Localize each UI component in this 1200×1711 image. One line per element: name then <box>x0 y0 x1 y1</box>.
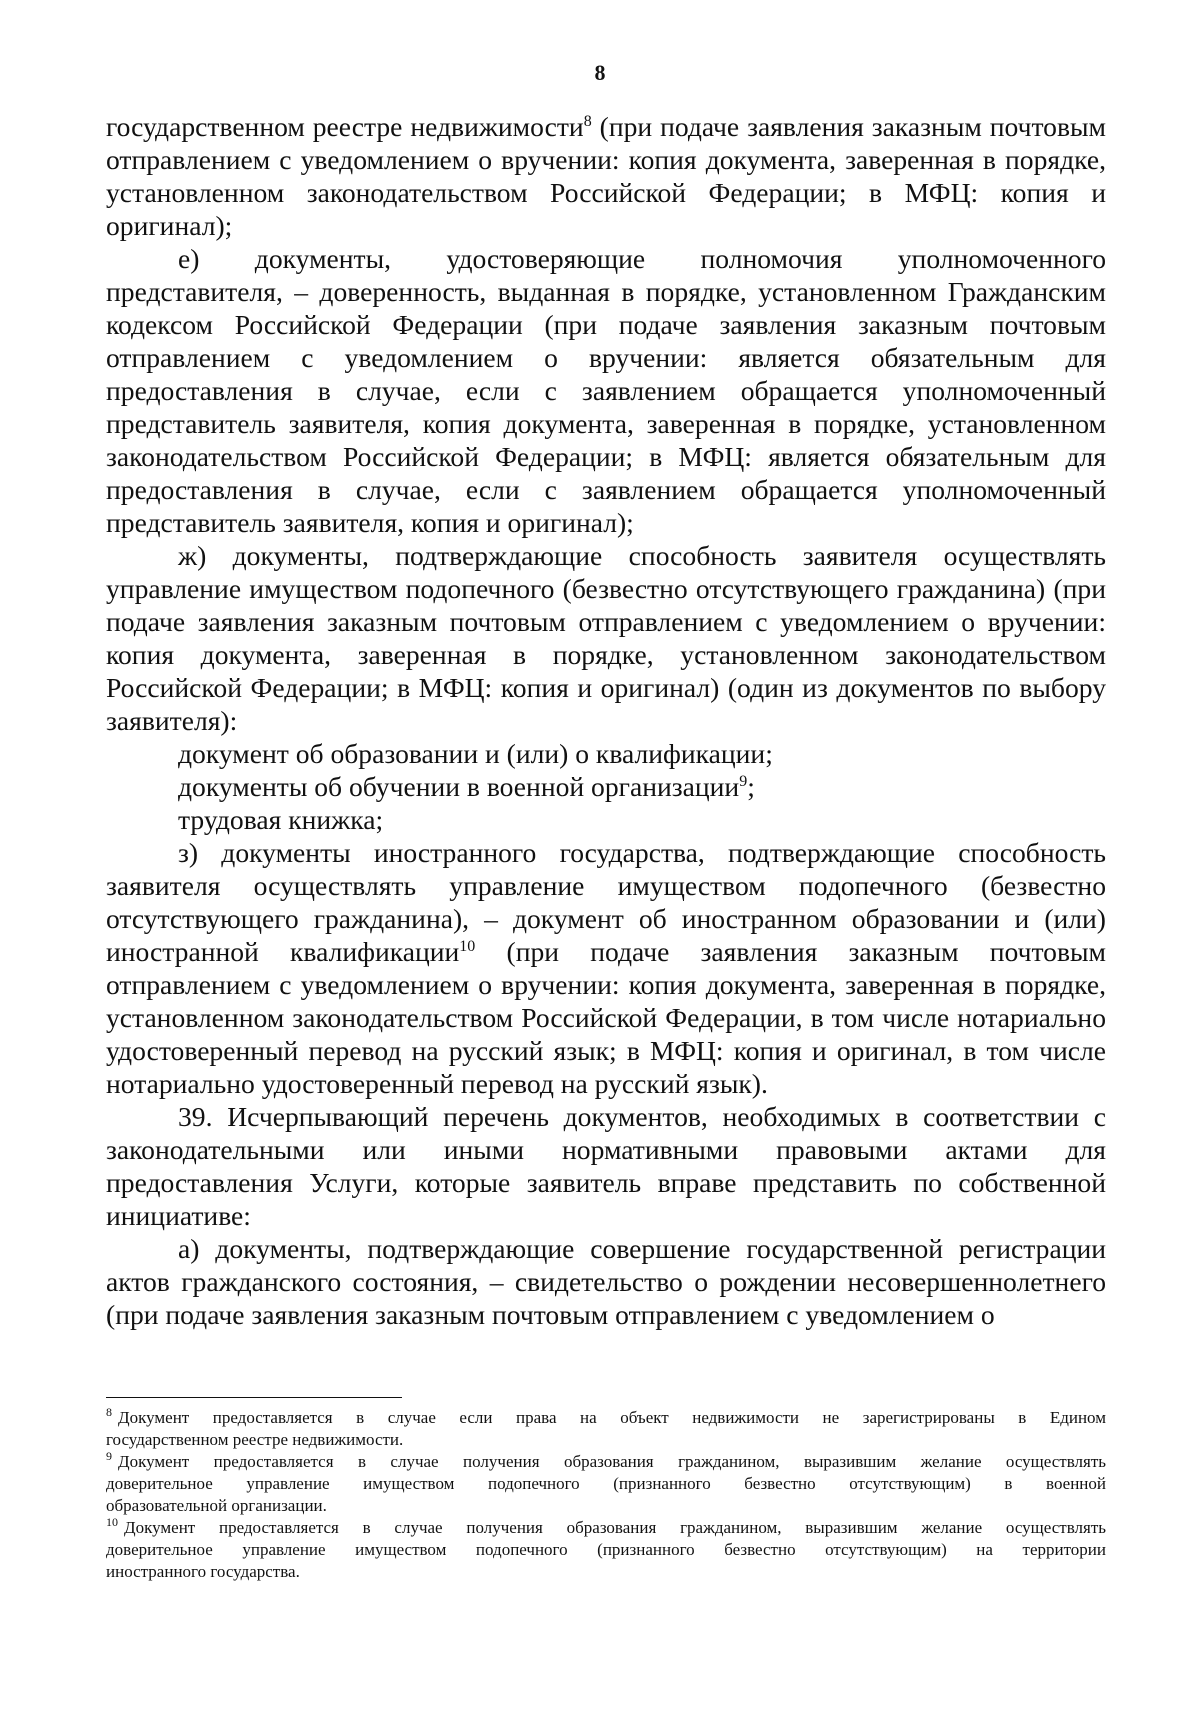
paragraph-line: а) документы, подтверждающие совершение государственной регистрации <box>178 1233 1106 1264</box>
paragraph-line: 39. Исчерпывающий перечень документов, необходимых в соответствии с <box>178 1101 1106 1132</box>
paragraph-line: копия документа, заверенная в порядке, установленном законодательством <box>106 639 1106 670</box>
paragraph-line: отправлением с уведомлением о вручении: копия документа, заверенная в порядке, <box>106 969 1106 1000</box>
paragraph-line: (при подаче заявления заказным почтовым отправлением с уведомлением о <box>106 1299 995 1330</box>
paragraph-line: ж) документы, подтверждающие способность заявителя осуществлять <box>178 540 1106 571</box>
footnote-line: $^9$ Документ предоставляется в случае получения образования гражданином, выразившим желание осуществлять <box>106 1449 1106 1471</box>
footnote-reference: 10 <box>459 937 476 955</box>
paragraph-line: удостоверенный перевод на русский язык; в МФЦ: копия и оригинал, в том числе <box>106 1035 1106 1066</box>
paragraph-line: законодательными или иными нормативными правовыми актами для <box>106 1134 1106 1165</box>
list-item: документ об образовании и (или) о квалификации; <box>178 738 773 769</box>
footnote-number: 9 <box>106 1449 112 1464</box>
paragraph-line: представитель заявителя, копия документа, заверенная в порядке, установленном <box>106 408 1106 439</box>
footnote-line: доверительное управление имуществом подопечного (признанного безвестно отсутствующим) на территории <box>106 1540 1106 1559</box>
paragraph-line: предоставления Услуги, которые заявитель вправе представить по собственной <box>106 1167 1106 1198</box>
paragraph-line: иностранной квалификации$^{10}$ (при подаче заявления заказным почтовым <box>106 936 1106 967</box>
paragraph-line: представитель заявителя, копия и оригинал); <box>106 507 634 538</box>
footnote-number: 8 <box>106 1405 112 1420</box>
paragraph-line: предоставления в случае, если с заявлением обращается уполномоченный <box>106 375 1106 406</box>
main-body-text <box>106 110 1106 1331</box>
footnote-line: иностранного государства. <box>106 1562 300 1581</box>
paragraph-line: инициативе: <box>106 1200 251 1231</box>
paragraph-line: актов гражданского состояния, – свидетельство о рождении несовершеннолетнего <box>106 1266 1106 1297</box>
paragraph-line: законодательством Российской Федерации; в МФЦ: является обязательным для <box>106 441 1106 472</box>
footnote-line: государственном реестре недвижимости. <box>106 1430 404 1449</box>
footnote-line: доверительное управление имуществом подопечного (признанного безвестно отсутствующим) в военной <box>106 1474 1106 1493</box>
paragraph-line: государственном реестре недвижимости$^8$ (при подаче заявления заказным почтовым <box>106 111 1106 142</box>
paragraph-line: отправлением с уведомлением о вручении: копия документа, заверенная в порядке, <box>106 144 1106 175</box>
footnote-reference: 8 <box>583 112 592 130</box>
paragraph-line: Российской Федерации; в МФЦ: копия и оригинал) (один из документов по выбору <box>106 672 1106 703</box>
paragraph-line: установленном законодательством Российской Федерации; в МФЦ: копия и <box>106 177 1106 208</box>
footnote-reference: 9 <box>739 772 748 790</box>
paragraph-line: заявителя осуществлять управление имуществом подопечного (безвестно <box>106 870 1106 901</box>
paragraph-line: установленном законодательством Российской Федерации, в том числе нотариально <box>106 1002 1106 1033</box>
page-number: 8 <box>594 60 606 85</box>
paragraph-line: предоставления в случае, если с заявлением обращается уполномоченный <box>106 474 1106 505</box>
paragraph-line: отсутствующего гражданина), – документ об иностранном образовании и (или) <box>106 903 1106 934</box>
paragraph-line: отправлением с уведомлением о вручении: является обязательным для <box>106 342 1106 373</box>
paragraph-line: управление имуществом подопечного (безвестно отсутствующего гражданина) (при <box>106 573 1106 604</box>
list-item: трудовая книжка; <box>178 804 384 835</box>
footnote-number: 10 <box>106 1515 118 1530</box>
paragraph-line: представителя, – доверенность, выданная в порядке, установленном Гражданским <box>106 276 1106 307</box>
paragraph-line: нотариально удостоверенный перевод на русский язык). <box>106 1068 768 1099</box>
paragraph-line: подаче заявления заказным почтовым отправлением с уведомлением о вручении: <box>106 606 1106 637</box>
list-item: документы об обучении в военной организации$^9$; <box>178 771 755 802</box>
footnote-separator <box>106 1397 402 1398</box>
footnote-line: $^8$ Документ предоставляется в случае если права на объект недвижимости не зарегистрированы в Едином <box>106 1405 1106 1427</box>
footnote-line: $^{10}$ Документ предоставляется в случае получения образования гражданином, выразившим желание осуществлять <box>106 1515 1106 1537</box>
paragraph-line: заявителя): <box>106 705 238 736</box>
footnote-line: образовательной организации. <box>106 1496 327 1515</box>
paragraph-line: е) документы, удостоверяющие полномочия уполномоченного <box>178 243 1106 274</box>
paragraph-line: оригинал); <box>106 210 233 241</box>
footnotes-block <box>106 1407 1106 1583</box>
paragraph-line: з) документы иностранного государства, подтверждающие способность <box>178 837 1106 868</box>
paragraph-line: кодексом Российской Федерации (при подаче заявления заказным почтовым <box>106 309 1106 340</box>
